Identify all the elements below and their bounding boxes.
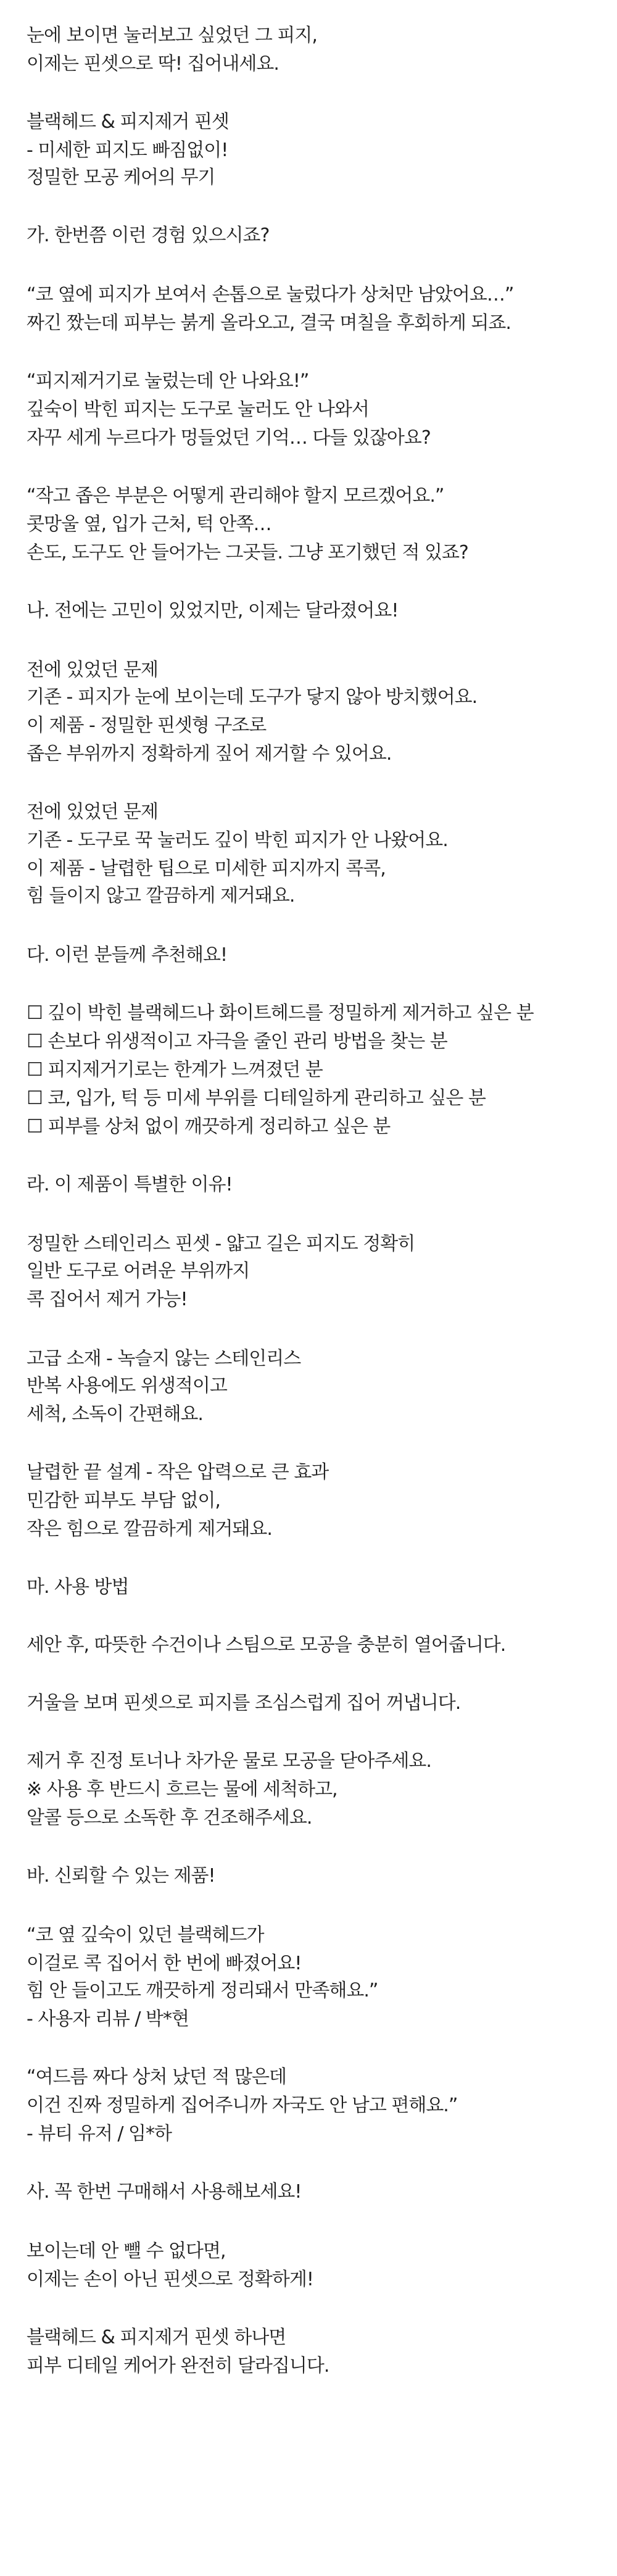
recommend-item-1: ☐ 깊이 박힌 블랙헤드나 화이트헤드를 정밀하게 제거하고 싶은 분 [27, 1002, 534, 1024]
problem-before-1: 기존 - 피지가 눈에 보이는데 도구가 닿지 않아 방치했어요. [27, 686, 478, 708]
section-heading-ma: 마. 사용 방법 [27, 1576, 129, 1598]
review-1-line-1: “코 옆 깊숙이 있던 블랙헤드가 [27, 1924, 264, 1946]
review-1-line-2: 이걸로 콕 집어서 한 번에 빠졌어요! [27, 1953, 302, 1974]
closing-line-4: 피부 디테일 케어가 완전히 달라집니다. [27, 2355, 329, 2377]
usage-note-a: ※ 사용 후 반드시 흐르는 물에 세척하고, [27, 1779, 337, 1800]
section-heading-da: 다. 이런 분들께 추천해요! [27, 944, 227, 966]
section-heading-ra: 라. 이 제품이 특별한 이유! [27, 1174, 233, 1195]
experience-text-2a: 깊숙이 박힌 피지는 도구로 눌러도 안 나와서 [27, 399, 369, 420]
usage-step-3: 제거 후 진정 토너나 차가운 물로 모공을 닫아주세요. [27, 1750, 431, 1772]
feature-1-text-a: 일반 도구로 어려운 부위까지 [27, 1260, 250, 1282]
problem-after-2b: 힘 들이지 않고 깔끔하게 제거돼요. [27, 885, 295, 907]
review-2-line-1: “여드름 짜다 상처 났던 적 많은데 [27, 2066, 286, 2088]
feature-3-text-b: 작은 힘으로 깔끔하게 제거돼요. [27, 1518, 272, 1540]
problem-after-1a: 이 제품 - 정밀한 핀셋형 구조로 [27, 715, 267, 736]
recommend-item-3: ☐ 피지제거기로는 한계가 느껴졌던 분 [27, 1059, 323, 1081]
section-heading-sa: 사. 꼭 한번 구매해서 사용해보세요! [27, 2181, 302, 2203]
section-heading-ga: 가. 한번쯤 이런 경험 있으시죠? [27, 225, 270, 246]
usage-step-2: 거울을 보며 핀셋으로 피지를 조심스럽게 집어 꺼냅니다. [27, 1692, 461, 1714]
problem-before-2: 기존 - 도구로 꾹 눌러도 깊이 박힌 피지가 안 나왔어요. [27, 829, 448, 851]
section-heading-na: 나. 전에는 고민이 있었지만, 이제는 달라졌어요! [27, 600, 399, 621]
experience-text-1: 짜긴 짰는데 피부는 붉게 올라오고, 결국 며칠을 후회하게 되죠. [27, 312, 511, 334]
review-1-line-3: 힘 안 들이고도 깨끗하게 정리돼서 만족해요.” [27, 1980, 378, 2001]
review-2-line-2: 이건 진짜 정밀하게 집어주니까 자국도 안 남고 편해요.” [27, 2095, 458, 2116]
intro-line-1: 눈에 보이면 눌러보고 싶었던 그 피지, [27, 25, 317, 46]
experience-quote-3: “작고 좁은 부분은 어떻게 관리해야 할지 모르겠어요.” [27, 485, 444, 507]
problem-after-2a: 이 제품 - 날렵한 팁으로 미세한 피지까지 콕콕, [27, 858, 386, 879]
problem-label-2: 전에 있었던 문제 [27, 801, 158, 823]
usage-note-b: 알콜 등으로 소독한 후 건조해주세요. [27, 1807, 312, 1829]
experience-text-3a: 콧망울 옆, 입가 근처, 턱 안쪽… [27, 513, 271, 535]
feature-2-text-a: 반복 사용에도 위생적이고 [27, 1375, 227, 1397]
feature-2-title: 고급 소재 - 녹슬지 않는 스테인리스 [27, 1348, 301, 1369]
product-tagline: - 미세한 피지도 빠짐없이! [27, 139, 228, 161]
feature-1-text-b: 콕 집어서 제거 가능! [27, 1289, 188, 1310]
experience-quote-2: “피지제거기로 눌렀는데 안 나와요!” [27, 370, 309, 392]
product-name: 블랙헤드 & 피지제거 핀셋 [27, 111, 229, 133]
feature-2-text-b: 세척, 소독이 간편해요. [27, 1403, 203, 1425]
section-heading-ba: 바. 신뢰할 수 있는 제품! [27, 1865, 215, 1887]
closing-line-1: 보이는데 안 뺄 수 없다면, [27, 2240, 226, 2262]
product-subtitle: 정밀한 모공 케어의 무기 [27, 167, 215, 188]
recommend-item-2: ☐ 손보다 위생적이고 자극을 줄인 관리 방법을 찾는 분 [27, 1031, 447, 1052]
feature-3-title: 날렵한 끝 설계 - 작은 압력으로 큰 효과 [27, 1461, 329, 1483]
feature-3-text-a: 민감한 피부도 부담 없이, [27, 1490, 220, 1511]
feature-1-title: 정밀한 스테인리스 핀셋 - 얇고 길은 피지도 정확히 [27, 1233, 415, 1255]
recommend-item-5: ☐ 피부를 상처 없이 깨끗하게 정리하고 싶은 분 [27, 1116, 391, 1137]
closing-line-3: 블랙헤드 & 피지제거 핀셋 하나면 [27, 2327, 286, 2348]
closing-line-2: 이제는 손이 아닌 핀셋으로 정확하게! [27, 2269, 313, 2290]
experience-text-2b: 자꾸 세게 누르다가 멍들었던 기억… 다들 있잖아요? [27, 427, 431, 449]
review-1-author: - 사용자 리뷰 / 박*현 [27, 2008, 189, 2030]
problem-after-1b: 좁은 부위까지 정확하게 짚어 제거할 수 있어요. [27, 743, 392, 765]
usage-step-1: 세안 후, 따뜻한 수건이나 스팀으로 모공을 충분히 열어줍니다. [27, 1634, 506, 1656]
problem-label-1: 전에 있었던 문제 [27, 659, 158, 681]
experience-text-3b: 손도, 도구도 안 들어가는 그곳들. 그냥 포기했던 적 있죠? [27, 542, 468, 563]
experience-quote-1: “코 옆에 피지가 보여서 손톱으로 눌렀다가 상처만 남았어요…” [27, 284, 514, 305]
recommend-item-4: ☐ 코, 입가, 턱 등 미세 부위를 디테일하게 관리하고 싶은 분 [27, 1087, 486, 1109]
intro-line-2: 이제는 핀셋으로 딱! 집어내세요. [27, 53, 279, 75]
review-2-author: - 뷰티 유저 / 임*하 [27, 2123, 172, 2145]
